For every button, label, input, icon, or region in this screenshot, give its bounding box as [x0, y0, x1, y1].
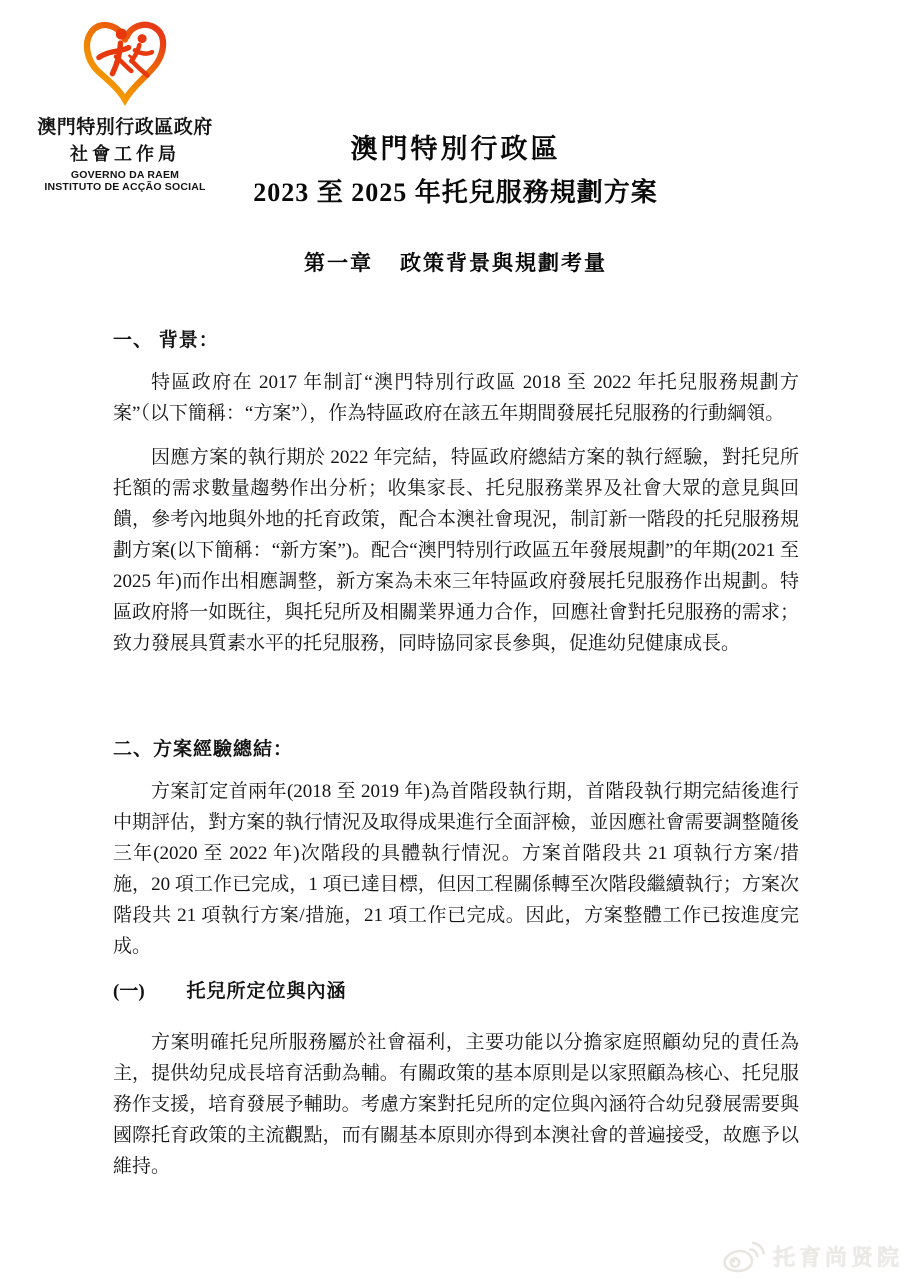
org-name-pt-institute: INSTITUTO DE ACÇÃO SOCIAL	[44, 181, 206, 193]
document-title	[0, 127, 911, 209]
org-name-zh-government: 澳門特別行政區政府	[37, 117, 213, 138]
org-name-zh-bureau: 社會工作局	[70, 144, 180, 164]
org-name-pt-government: GOVERNO DA RAEM	[70, 169, 180, 181]
subsection-1-title: 托兒所定位與內涵	[186, 981, 347, 1002]
weibo-icon	[720, 1240, 766, 1273]
chapter-number: 第一章	[304, 251, 373, 275]
chapter-title: 政策背景與規劃考量	[400, 251, 607, 275]
subsection-1-paragraph-1: 方案明確托兒所服務屬於社會福利，主要功能以分擔家庭照顧幼兒的責任為主，提供幼兒成長培育活動為輔。有關政策的基本原則是以家照顧為核心、托兒服務作支援，培育發展予輔助。考慮方案對托兒所的定位與內涵符合幼兒發展需要與國際托育政策的主流觀點，而有關基本原則亦得到本澳社會的普遍接受，故應予以維持。	[113, 1032, 799, 1177]
subsection-1-heading	[113, 976, 799, 1007]
watermark	[720, 1240, 903, 1273]
section-2-heading: 二、方案經驗總結：	[113, 739, 294, 760]
section-1-heading: 一、 背景：	[113, 330, 219, 351]
chapter-heading	[0, 247, 911, 277]
heart-logo-icon	[80, 14, 170, 110]
subsection-1-number: (一)	[113, 981, 145, 1002]
section-1-paragraph-1: 特區政府在 2017 年制訂“澳門特別行政區 2018 至 2022 年托兒服務規劃方案”（以下簡稱：“方案”），作為特區政府在該五年期間發展托兒服務的行動綱領。	[113, 372, 799, 424]
document-body	[113, 325, 799, 1195]
section-1-paragraph-2: 因應方案的執行期於 2022 年完結，特區政府總結方案的執行經驗，對托兒所托額的需求數量趨勢作出分析；收集家長、托兒服務業界及社會大眾的意見與回饋，參考內地與外地的托育政策，配合本澳社會現況，制訂新一階段的托兒服務規劃方案(以下簡稱：“新方案”)。配合“澳門特別行政區五年發展規劃”的年期(2021 至 2025 年)而作出相應調整，新方案為未來三年特區政府發展托兒服務作出規劃。特區政府將一如既往，與托兒所及相關業界通力合作，回應社會對托兒服務的需求；致力發展具質素水平的托兒服務，同時協同家長參與，促進幼兒健康成長。	[113, 447, 799, 654]
document-title-line2: 2023 至 2025 年托兒服務規劃方案	[253, 178, 658, 207]
document-title-line1: 澳門特別行政區	[350, 134, 561, 164]
watermark-text: 托育尚贤院	[772, 1245, 903, 1270]
section-2-paragraph-1: 方案訂定首兩年(2018 至 2019 年)為首階段執行期，首階段執行期完結後進行中期評估，對方案的執行情況及取得成果進行全面評檢，並因應社會需要調整隨後三年(2020 至 2022 年)次階段的具體執行情況。方案首階段共 21 項執行方案/措施，20 項工作已完成，1 項已達目標，但因工程關係轉至次階段繼續執行；方案次階段共 21 項執行方案/措施，21 項工作已完成。因此，方案整體工作已按進度完成。	[113, 781, 799, 957]
